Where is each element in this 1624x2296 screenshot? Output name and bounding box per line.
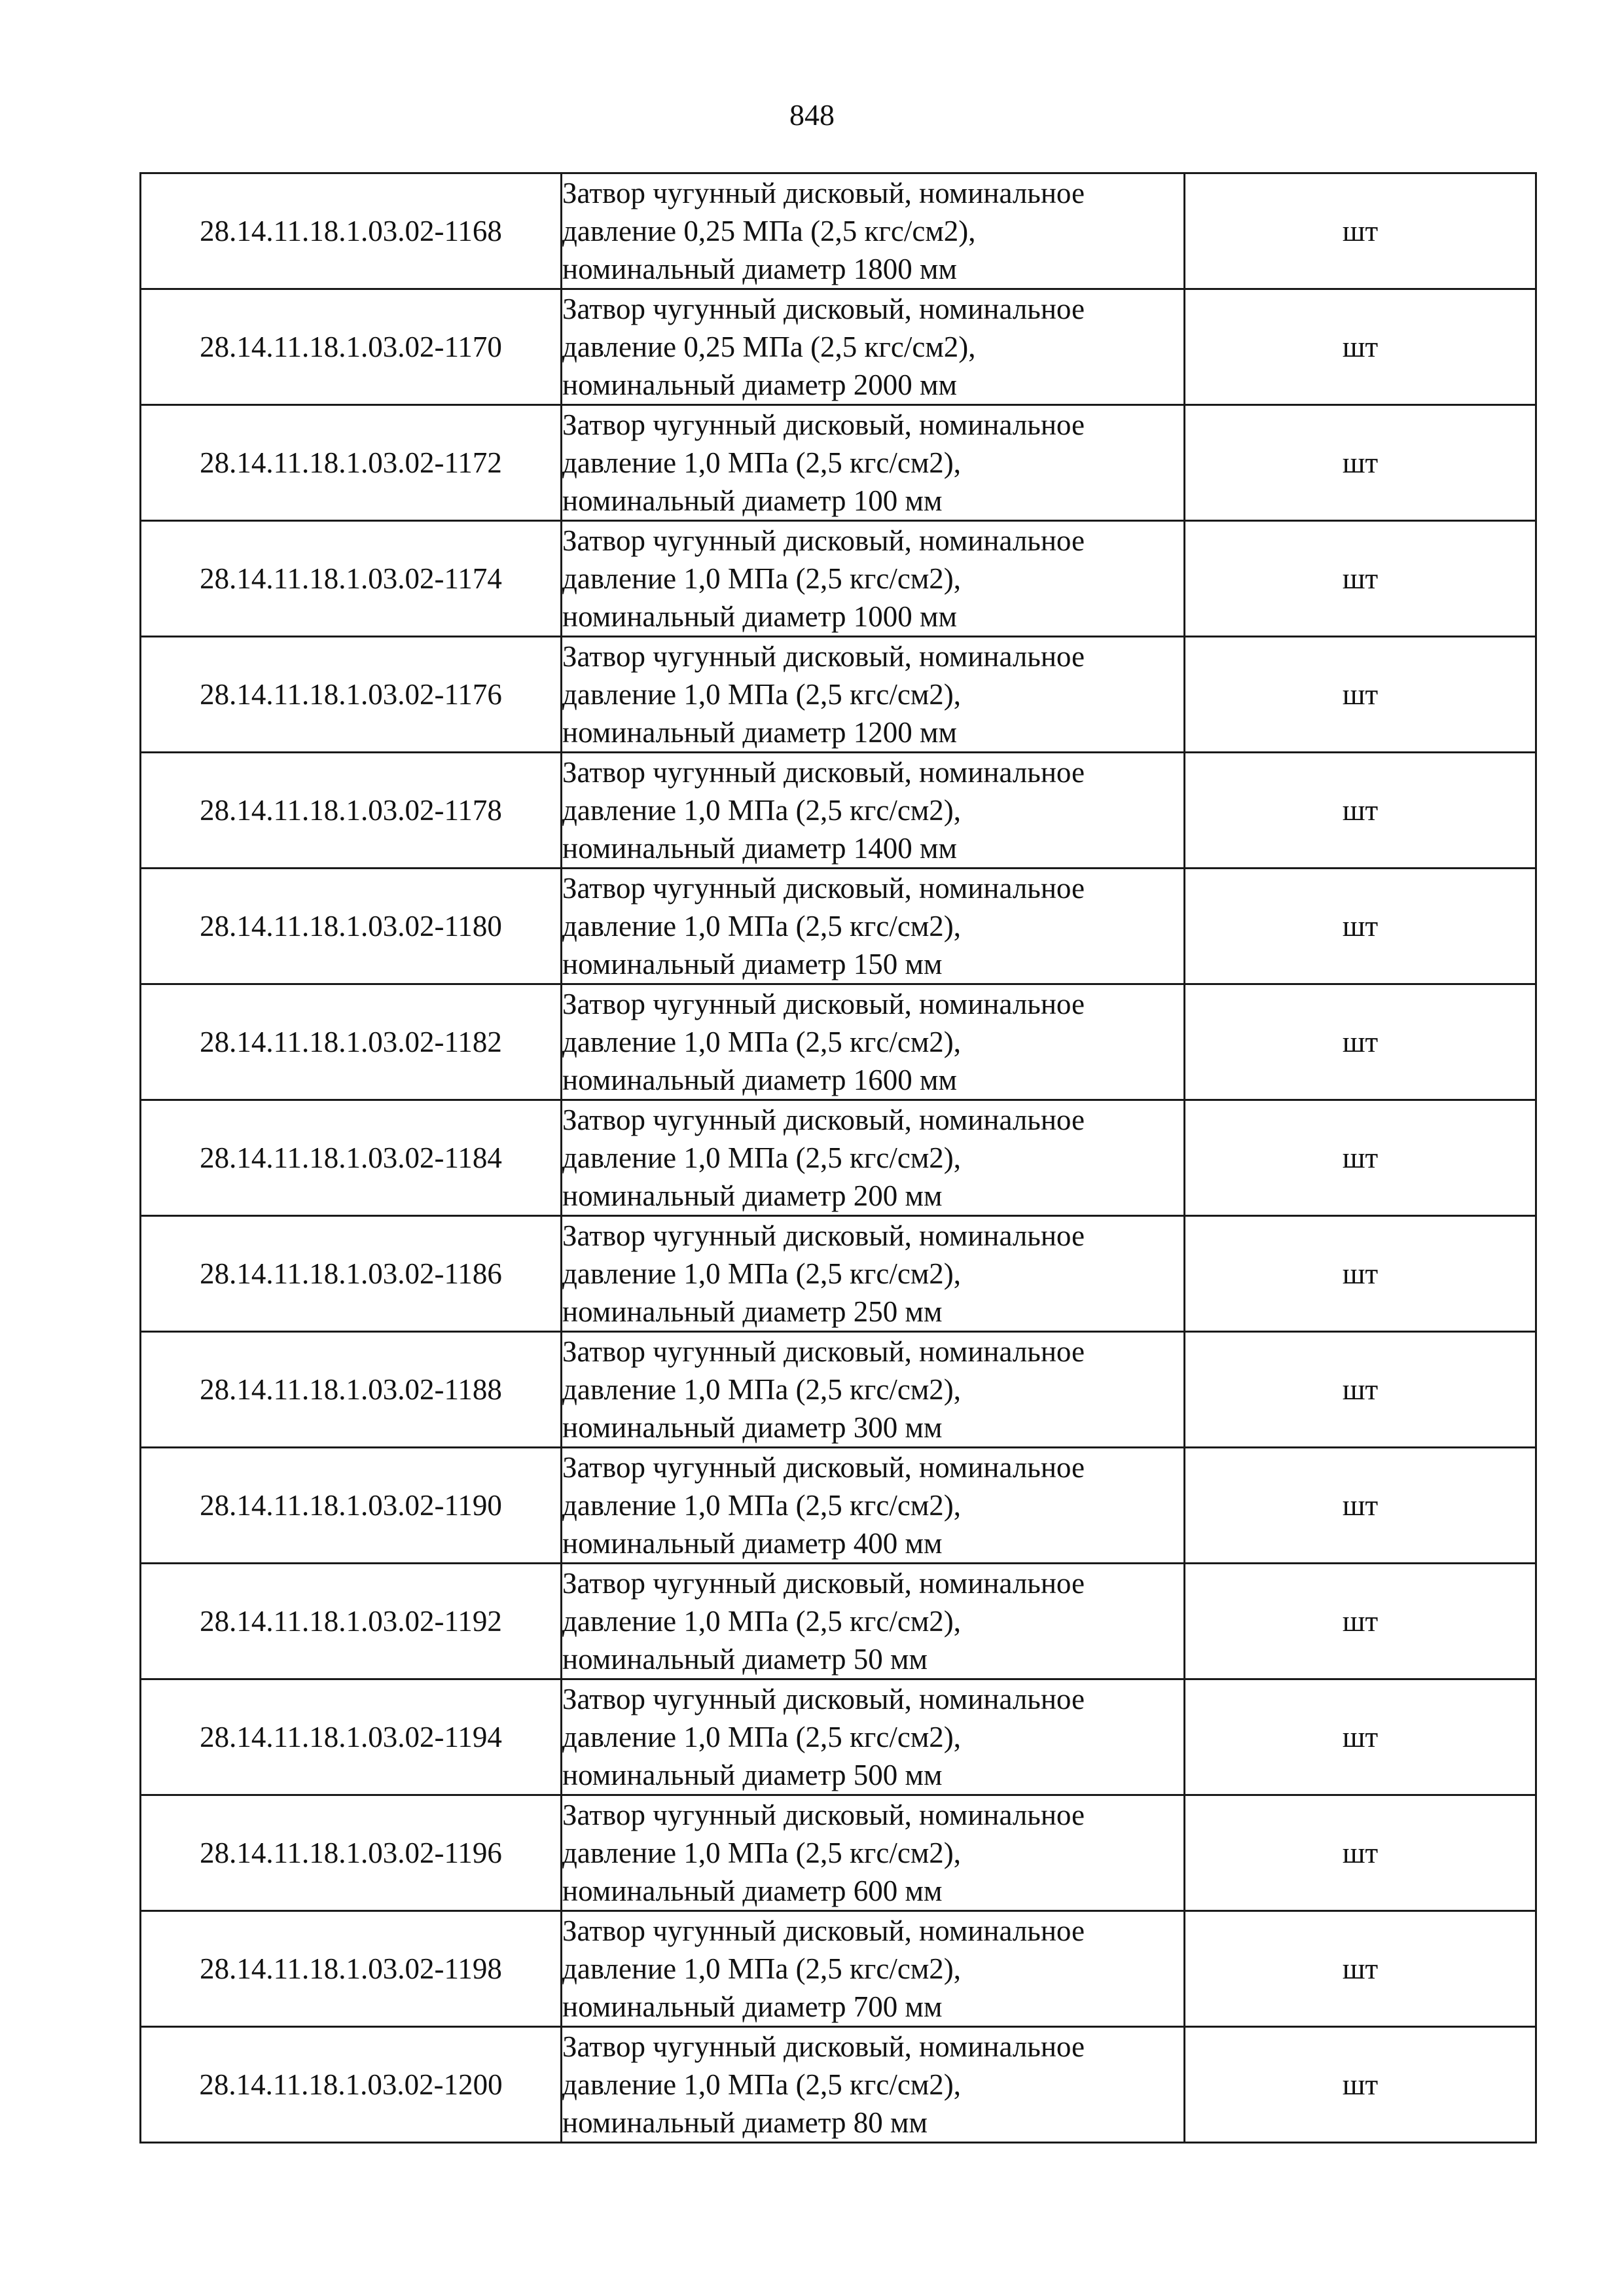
- description-line: номинальный диаметр 250 мм: [562, 1295, 943, 1328]
- description-line: Затвор чугунный дисковый, номинальное: [562, 640, 1085, 673]
- description-line: номинальный диаметр 400 мм: [562, 1527, 943, 1560]
- description-line: Затвор чугунный дисковый, номинальное: [562, 1914, 1085, 1947]
- item-description: [562, 521, 1185, 637]
- item-description: [562, 1679, 1185, 1795]
- page-number: 848: [789, 98, 835, 132]
- description-line: давление 1,0 МПа (2,5 кгс/см2),: [562, 446, 962, 479]
- item-unit: шт: [1185, 2027, 1536, 2143]
- item-code: 28.14.11.18.1.03.02-1200: [141, 2027, 562, 2143]
- item-unit: шт: [1185, 1100, 1536, 1216]
- table-row: [141, 405, 1536, 521]
- item-description: [562, 1332, 1185, 1448]
- description-line: давление 1,0 МПа (2,5 кгс/см2),: [562, 1952, 962, 1985]
- table-row: [141, 753, 1536, 869]
- description-line: давление 1,0 МПа (2,5 кгс/см2),: [562, 1141, 962, 1174]
- item-code: 28.14.11.18.1.03.02-1180: [141, 869, 562, 984]
- description-line: Затвор чугунный дисковый, номинальное: [562, 2030, 1085, 2063]
- item-description: [562, 2027, 1185, 2143]
- description-line: Затвор чугунный дисковый, номинальное: [562, 1219, 1085, 1252]
- item-code: 28.14.11.18.1.03.02-1190: [141, 1448, 562, 1564]
- description-line: давление 0,25 МПа (2,5 кгс/см2),: [562, 215, 976, 247]
- item-description: [562, 1448, 1185, 1564]
- description-line: давление 1,0 МПа (2,5 кгс/см2),: [562, 1489, 962, 1522]
- item-unit: шт: [1185, 1564, 1536, 1679]
- spec-table: [139, 172, 1537, 2144]
- description-line: номинальный диаметр 600 мм: [562, 1874, 943, 1907]
- item-code: 28.14.11.18.1.03.02-1192: [141, 1564, 562, 1679]
- description-line: номинальный диаметр 1200 мм: [562, 716, 957, 749]
- description-line: Затвор чугунный дисковый, номинальное: [562, 872, 1085, 905]
- description-line: давление 1,0 МПа (2,5 кгс/см2),: [562, 2068, 962, 2101]
- description-line: давление 1,0 МПа (2,5 кгс/см2),: [562, 1026, 962, 1058]
- description-line: номинальный диаметр 700 мм: [562, 1990, 943, 2023]
- table-row: [141, 1100, 1536, 1216]
- description-line: номинальный диаметр 1000 мм: [562, 600, 957, 633]
- description-line: давление 1,0 МПа (2,5 кгс/см2),: [562, 1605, 962, 1638]
- item-unit: шт: [1185, 869, 1536, 984]
- description-line: Затвор чугунный дисковый, номинальное: [562, 524, 1085, 557]
- description-line: Затвор чугунный дисковый, номинальное: [562, 1335, 1085, 1368]
- description-line: номинальный диаметр 300 мм: [562, 1411, 943, 1444]
- description-line: Затвор чугунный дисковый, номинальное: [562, 293, 1085, 325]
- description-line: Затвор чугунный дисковый, номинальное: [562, 408, 1085, 441]
- item-description: [562, 1564, 1185, 1679]
- description-line: номинальный диаметр 2000 мм: [562, 368, 957, 401]
- item-code: 28.14.11.18.1.03.02-1194: [141, 1679, 562, 1795]
- item-unit: шт: [1185, 173, 1536, 289]
- item-description: [562, 1795, 1185, 1911]
- description-line: номинальный диаметр 500 мм: [562, 1759, 943, 1791]
- item-code: 28.14.11.18.1.03.02-1178: [141, 753, 562, 869]
- item-code: 28.14.11.18.1.03.02-1184: [141, 1100, 562, 1216]
- description-line: номинальный диаметр 1800 мм: [562, 253, 957, 285]
- description-line: номинальный диаметр 80 мм: [562, 2106, 928, 2139]
- description-line: Затвор чугунный дисковый, номинальное: [562, 1683, 1085, 1715]
- item-code: 28.14.11.18.1.03.02-1174: [141, 521, 562, 637]
- description-line: давление 1,0 МПа (2,5 кгс/см2),: [562, 794, 962, 827]
- item-description: [562, 869, 1185, 984]
- item-unit: шт: [1185, 637, 1536, 753]
- description-line: Затвор чугунный дисковый, номинальное: [562, 988, 1085, 1020]
- item-description: [562, 1100, 1185, 1216]
- description-line: номинальный диаметр 50 мм: [562, 1643, 928, 1676]
- item-unit: шт: [1185, 521, 1536, 637]
- description-line: номинальный диаметр 1600 мм: [562, 1064, 957, 1096]
- description-line: давление 1,0 МПа (2,5 кгс/см2),: [562, 1373, 962, 1406]
- description-line: давление 1,0 МПа (2,5 кгс/см2),: [562, 1837, 962, 1869]
- item-code: 28.14.11.18.1.03.02-1198: [141, 1911, 562, 2027]
- item-code: 28.14.11.18.1.03.02-1196: [141, 1795, 562, 1911]
- item-unit: шт: [1185, 1911, 1536, 2027]
- item-code: 28.14.11.18.1.03.02-1170: [141, 289, 562, 405]
- description-line: давление 0,25 МПа (2,5 кгс/см2),: [562, 331, 976, 363]
- table-row: [141, 1795, 1536, 1911]
- description-line: давление 1,0 МПа (2,5 кгс/см2),: [562, 910, 962, 942]
- item-description: [562, 405, 1185, 521]
- table-row: [141, 1911, 1536, 2027]
- item-description: [562, 753, 1185, 869]
- item-unit: шт: [1185, 1332, 1536, 1448]
- item-code: 28.14.11.18.1.03.02-1182: [141, 984, 562, 1100]
- table-row: [141, 1679, 1536, 1795]
- description-line: номинальный диаметр 1400 мм: [562, 832, 957, 865]
- table-row: [141, 1332, 1536, 1448]
- description-line: давление 1,0 МПа (2,5 кгс/см2),: [562, 678, 962, 711]
- item-unit: шт: [1185, 1216, 1536, 1332]
- item-unit: шт: [1185, 1795, 1536, 1911]
- table-row: [141, 521, 1536, 637]
- item-unit: шт: [1185, 289, 1536, 405]
- description-line: давление 1,0 МПа (2,5 кгс/см2),: [562, 1257, 962, 1290]
- description-line: номинальный диаметр 200 мм: [562, 1179, 943, 1212]
- table-row: [141, 1216, 1536, 1332]
- table-row: [141, 869, 1536, 984]
- item-description: [562, 1911, 1185, 2027]
- description-line: номинальный диаметр 100 мм: [562, 484, 943, 517]
- description-line: Затвор чугунный дисковый, номинальное: [562, 1567, 1085, 1600]
- description-line: Затвор чугунный дисковый, номинальное: [562, 756, 1085, 789]
- table-row: [141, 1564, 1536, 1679]
- item-description: [562, 984, 1185, 1100]
- description-line: давление 1,0 МПа (2,5 кгс/см2),: [562, 562, 962, 595]
- item-code: 28.14.11.18.1.03.02-1176: [141, 637, 562, 753]
- description-line: Затвор чугунный дисковый, номинальное: [562, 177, 1085, 209]
- table-row: [141, 1448, 1536, 1564]
- item-code: 28.14.11.18.1.03.02-1168: [141, 173, 562, 289]
- table-row: [141, 173, 1536, 289]
- item-description: [562, 173, 1185, 289]
- description-line: Затвор чугунный дисковый, номинальное: [562, 1451, 1085, 1484]
- table-row: [141, 984, 1536, 1100]
- table-row: [141, 2027, 1536, 2143]
- item-code: 28.14.11.18.1.03.02-1188: [141, 1332, 562, 1448]
- table-body: [141, 173, 1536, 2143]
- item-unit: шт: [1185, 1679, 1536, 1795]
- description-line: давление 1,0 МПа (2,5 кгс/см2),: [562, 1721, 962, 1753]
- item-description: [562, 1216, 1185, 1332]
- item-unit: шт: [1185, 984, 1536, 1100]
- item-unit: шт: [1185, 405, 1536, 521]
- table-row: [141, 637, 1536, 753]
- item-description: [562, 637, 1185, 753]
- item-code: 28.14.11.18.1.03.02-1172: [141, 405, 562, 521]
- item-unit: шт: [1185, 753, 1536, 869]
- item-unit: шт: [1185, 1448, 1536, 1564]
- description-line: Затвор чугунный дисковый, номинальное: [562, 1103, 1085, 1136]
- item-code: 28.14.11.18.1.03.02-1186: [141, 1216, 562, 1332]
- item-description: [562, 289, 1185, 405]
- table-row: [141, 289, 1536, 405]
- description-line: Затвор чугунный дисковый, номинальное: [562, 1799, 1085, 1831]
- description-line: номинальный диаметр 150 мм: [562, 948, 943, 980]
